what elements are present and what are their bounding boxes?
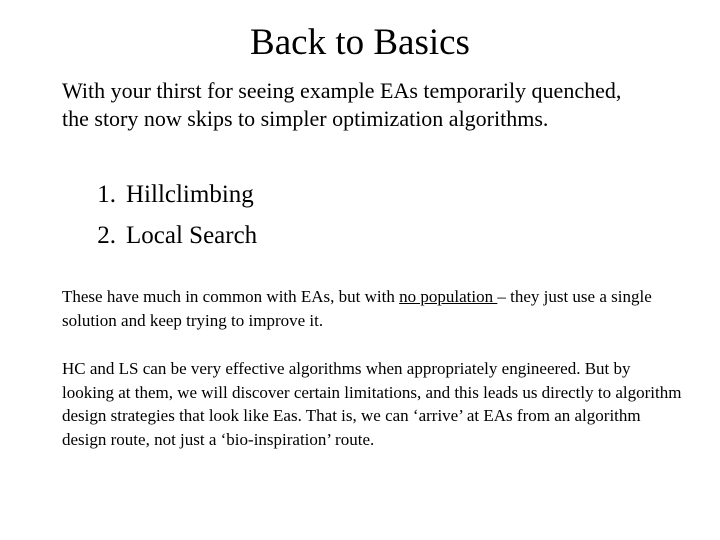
- population-paragraph: [62, 285, 682, 332]
- list-item-label: Local Search: [126, 222, 258, 249]
- list-item: [80, 174, 257, 215]
- paragraph-text: – they just use a single solution and keep trying to improve it.: [62, 287, 652, 330]
- underlined-phrase: no population: [399, 287, 498, 306]
- list-item-number: 1.: [97, 181, 116, 208]
- list-item-label: Hillclimbing: [126, 181, 254, 208]
- algorithm-list: [80, 174, 257, 256]
- paragraph-text: These have much in common with EAs, but with: [62, 287, 400, 306]
- intro-text: With your thirst for seeing example EAs temporarily quenched, the story now skips to simpler optimization algorithms.: [62, 78, 622, 131]
- limitations-paragraph: HC and LS can be very effective algorithms when appropriately engineered. But by looking at them, we will discover certain limitations, and this leads us directly to algorithm design strategies that look like Eas. That is, we can ‘arrive’ at EAs from an algorithm design route, not just a ‘bio-inspiration’ route.: [62, 359, 682, 449]
- list-item-number: 2.: [97, 222, 116, 249]
- list-item: [80, 215, 257, 256]
- slide-title: Back to Basics: [250, 22, 470, 63]
